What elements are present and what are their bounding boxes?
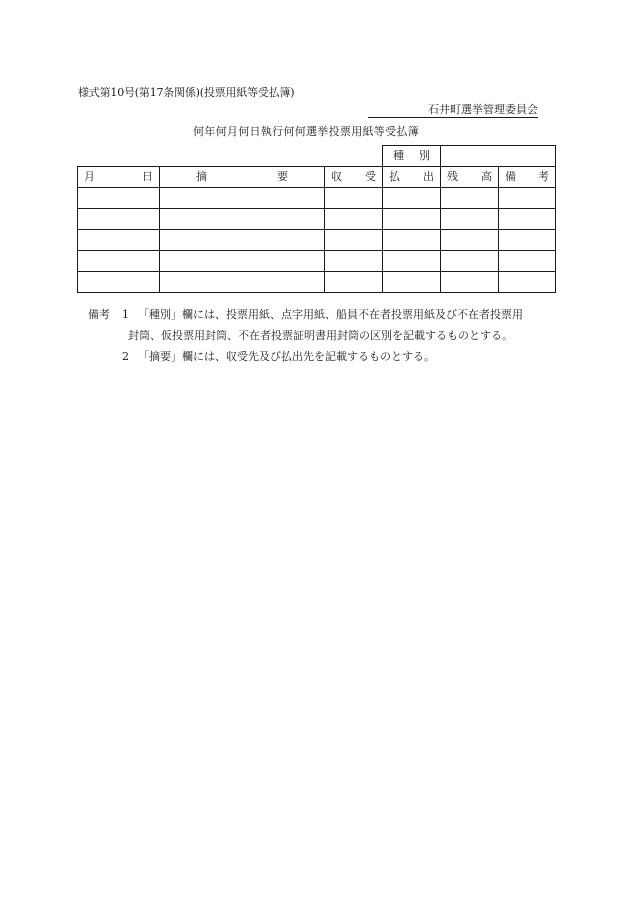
col-char: 摘 bbox=[196, 170, 207, 183]
table-cell bbox=[499, 188, 556, 209]
table-cell bbox=[499, 230, 556, 251]
col-char: 日 bbox=[142, 170, 153, 183]
col-char: 要 bbox=[277, 170, 288, 183]
table-cell bbox=[78, 230, 160, 251]
table-cell bbox=[78, 209, 160, 230]
table-cell bbox=[160, 188, 325, 209]
note-number: 2 bbox=[122, 350, 129, 363]
table-cell bbox=[499, 272, 556, 293]
col-char: 出 bbox=[423, 170, 435, 183]
type-header-blank bbox=[441, 146, 556, 167]
note-item-2 bbox=[88, 346, 568, 367]
table-cell bbox=[160, 230, 325, 251]
type-header-char-1: 種 bbox=[393, 149, 405, 162]
form-label: 様式第10号(第17条関係)(投票用紙等受払簿) bbox=[78, 86, 295, 99]
table-cell bbox=[78, 188, 160, 209]
column-header-remarks bbox=[499, 167, 556, 188]
table-cell bbox=[383, 209, 441, 230]
col-char: 月 bbox=[84, 170, 95, 183]
table-cell bbox=[78, 272, 160, 293]
type-header-row bbox=[78, 146, 556, 167]
table-cell bbox=[383, 188, 441, 209]
type-header-cell bbox=[383, 146, 441, 167]
column-header-balance bbox=[441, 167, 499, 188]
column-header-row bbox=[78, 167, 556, 188]
ledger-table bbox=[77, 145, 556, 293]
table-cell bbox=[325, 272, 383, 293]
table-cell bbox=[160, 251, 325, 272]
table-cell bbox=[499, 209, 556, 230]
table-cell bbox=[325, 188, 383, 209]
table-cell bbox=[383, 272, 441, 293]
notes-section bbox=[88, 304, 568, 367]
organization-name: 石井町選挙管理委員会 bbox=[368, 103, 538, 118]
table-cell bbox=[325, 251, 383, 272]
table-row bbox=[78, 188, 556, 209]
table-cell bbox=[160, 272, 325, 293]
note-item-1-continued bbox=[88, 325, 568, 346]
table-cell bbox=[441, 230, 499, 251]
column-header-received bbox=[325, 167, 383, 188]
col-char: 受 bbox=[365, 170, 377, 183]
col-char: 残 bbox=[447, 170, 459, 183]
note-text: 「種別」欄には、投票用紙、点字用紙、船員不在者投票用紙及び不在者投票用 bbox=[138, 308, 523, 321]
table-cell bbox=[383, 230, 441, 251]
table-cell bbox=[499, 251, 556, 272]
table-row bbox=[78, 272, 556, 293]
blank-cell bbox=[78, 146, 383, 167]
table-cell bbox=[383, 251, 441, 272]
table-row bbox=[78, 209, 556, 230]
type-header-char-2: 別 bbox=[419, 149, 431, 162]
table-row bbox=[78, 230, 556, 251]
col-char: 考 bbox=[538, 170, 550, 183]
table-cell bbox=[441, 188, 499, 209]
note-text: 封筒、仮投票用封筒、不在者投票証明書用封筒の区別を記載するものとする。 bbox=[128, 329, 513, 342]
table-cell bbox=[441, 251, 499, 272]
note-text: 「摘要」欄には、収受先及び払出先を記載するものとする。 bbox=[138, 350, 435, 363]
col-char: 払 bbox=[389, 170, 401, 183]
column-header-date bbox=[78, 167, 160, 188]
note-item-1 bbox=[88, 304, 568, 325]
column-header-summary bbox=[160, 167, 325, 188]
table-cell bbox=[325, 209, 383, 230]
table-cell bbox=[78, 251, 160, 272]
col-char: 備 bbox=[505, 170, 517, 183]
table-row bbox=[78, 251, 556, 272]
column-header-paid-out bbox=[383, 167, 441, 188]
table-cell bbox=[325, 230, 383, 251]
table-cell bbox=[441, 209, 499, 230]
table-cell bbox=[160, 209, 325, 230]
table-cell bbox=[441, 272, 499, 293]
document-title: 何年何月何日執行何何選挙投票用紙等受払簿 bbox=[193, 125, 419, 138]
col-char: 収 bbox=[331, 170, 342, 183]
note-number: 1 bbox=[122, 308, 129, 321]
notes-label: 備考 bbox=[88, 308, 110, 321]
col-char: 高 bbox=[481, 170, 493, 183]
